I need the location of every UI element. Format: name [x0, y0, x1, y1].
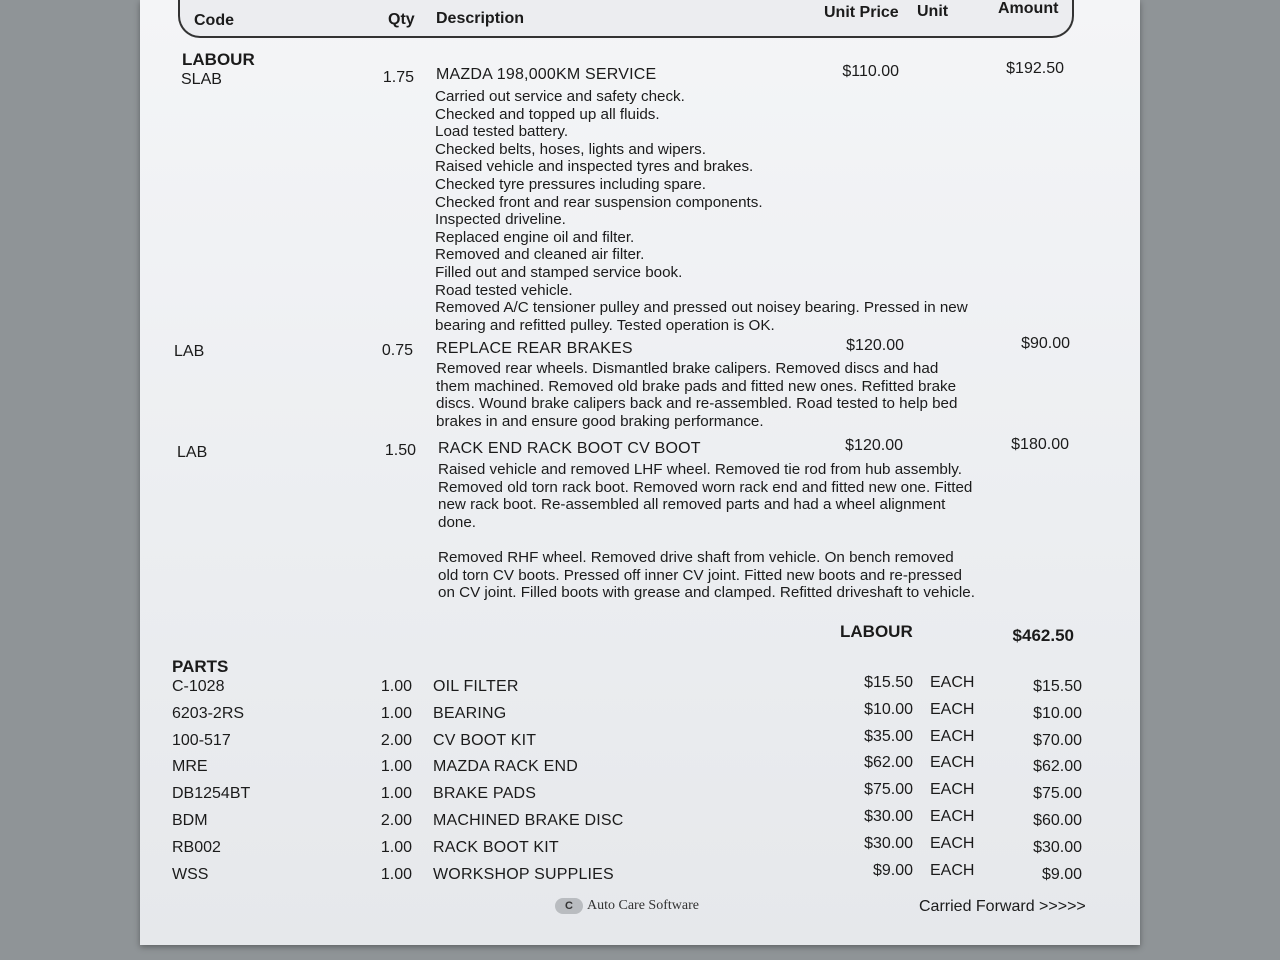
part-code: 100-517: [172, 731, 231, 749]
parts-heading: PARTS: [172, 657, 229, 676]
part-qty: 1.00: [380, 865, 412, 883]
part-row: [140, 754, 1140, 782]
part-unit: EACH: [930, 861, 975, 879]
part-unit-price: $30.00: [864, 834, 913, 852]
part-qty: 1.00: [380, 838, 412, 856]
part-description: BEARING: [433, 704, 507, 722]
header-qty: Qty: [388, 11, 415, 28]
part-row: [140, 700, 1140, 729]
part-amount: $60.00: [1033, 812, 1082, 829]
part-qty: 1.00: [380, 704, 412, 722]
part-unit: EACH: [930, 754, 975, 772]
part-row: [140, 674, 1140, 702]
header-unit-price: Unit Price: [824, 4, 899, 21]
part-unit: EACH: [930, 674, 975, 691]
part-unit-price: $9.00: [872, 861, 913, 879]
part-amount: $30.00: [1033, 838, 1082, 856]
part-description: BRAKE PADS: [433, 785, 537, 803]
part-amount: $62.00: [1033, 758, 1082, 776]
labour-code: SLAB: [181, 71, 222, 88]
part-amount: $10.00: [1033, 704, 1082, 722]
part-description: OIL FILTER: [433, 678, 519, 695]
part-qty: 1.00: [380, 785, 412, 803]
column-header-bar: [178, 0, 1074, 38]
labour-details: Raised vehicle and removed LHF wheel. Removed tie rod from hub assembly. Removed old torn rack boot. Removed worn rack end and fitted new one. Fitted new rack boot. Re-assembled all removed parts and had a wheel alignment done. Removed RHF wheel. Removed drive shaft from vehicle. On bench removed old torn CV boots. Pressed off inner CV joint. Fitted new boots and re-pressed on CV joint. Filled boots with grease and clamped. Refitted driveshaft to vehicle.: [438, 461, 975, 602]
part-unit-price: $35.00: [864, 727, 913, 745]
part-code: RB002: [172, 838, 221, 856]
labour-title: RACK END RACK BOOT CV BOOT: [438, 440, 701, 457]
labour-title: REPLACE REAR BRAKES: [436, 340, 633, 357]
part-row: [140, 808, 1140, 836]
part-qty: 2.00: [380, 731, 412, 749]
header-description: Description: [436, 10, 525, 27]
part-unit: EACH: [930, 727, 975, 745]
part-unit: EACH: [930, 781, 975, 799]
part-unit-price: $10.00: [864, 700, 913, 718]
labour-qty: 1.50: [384, 442, 416, 459]
carried-forward: Carried Forward >>>>>: [919, 898, 1086, 915]
labour-total-amount: $462.50: [1012, 626, 1074, 645]
part-unit-price: $30.00: [864, 808, 913, 825]
part-row: [140, 861, 1140, 890]
labour-total-label: LABOUR: [840, 622, 913, 641]
part-code: MRE: [172, 758, 208, 776]
part-description: WORKSHOP SUPPLIES: [433, 865, 614, 883]
part-description: CV BOOT KIT: [433, 731, 537, 749]
part-qty: 2.00: [380, 812, 412, 829]
part-description: MAZDA RACK END: [433, 758, 579, 776]
labour-heading: LABOUR: [182, 50, 255, 69]
part-code: WSS: [172, 865, 209, 883]
part-row: [140, 834, 1140, 863]
part-unit: EACH: [930, 700, 975, 718]
part-qty: 1.00: [380, 678, 412, 695]
part-code: C-1028: [172, 678, 225, 695]
part-amount: $75.00: [1033, 785, 1082, 803]
part-amount: $70.00: [1033, 731, 1082, 749]
invoice-page: [140, 0, 1140, 945]
labour-unit-price: $120.00: [845, 437, 903, 454]
labour-code: LAB: [177, 444, 208, 461]
part-unit: EACH: [930, 808, 975, 825]
labour-details: Removed rear wheels. Dismantled brake calipers. Removed discs and had them machined. Removed old brake pads and fitted new ones. Refitted brake discs. Wound brake calipers back and re-assembled. Road tested to help bed brakes in and ensure good braking performance.: [436, 360, 958, 430]
labour-qty: 0.75: [381, 342, 413, 359]
header-amount: Amount: [998, 0, 1059, 17]
part-code: DB1254BT: [172, 785, 251, 803]
header-unit: Unit: [917, 3, 949, 20]
header-code: Code: [194, 12, 234, 29]
part-unit-price: $75.00: [864, 781, 913, 799]
part-row: [140, 781, 1140, 809]
labour-details: Carried out service and safety check. Checked and topped up all fluids. Load tested battery. Checked belts, hoses, lights and wipers. Raised vehicle and inspected tyres and brakes. Checked tyre pressures including spare. Checked front and rear suspension components. Inspected driveline. Replaced engine oil and filter. Removed and cleaned air filter. Filled out and stamped service book. Road tested vehicle. Removed A/C tensioner pulley and pressed out noisey bearing. Pressed in new bearing and refitted pulley. Tested operation is OK.: [435, 88, 968, 334]
part-amount: $9.00: [1041, 865, 1082, 883]
labour-unit-price: $120.00: [846, 337, 904, 354]
part-qty: 1.00: [380, 758, 412, 776]
part-code: BDM: [172, 812, 208, 829]
part-unit-price: $15.50: [864, 674, 913, 691]
part-description: RACK BOOT KIT: [433, 838, 559, 856]
labour-code: LAB: [174, 343, 205, 360]
labour-amount: $180.00: [1011, 436, 1069, 453]
part-unit-price: $62.00: [864, 754, 913, 772]
part-unit: EACH: [930, 834, 975, 852]
software-name: Auto Care Software: [587, 898, 699, 913]
part-description: MACHINED BRAKE DISC: [433, 812, 624, 829]
labour-unit-price: $110.00: [842, 63, 899, 80]
software-logo: [555, 898, 699, 914]
labour-qty: 1.75: [382, 69, 414, 86]
labour-amount: $90.00: [1021, 335, 1070, 352]
part-code: 6203-2RS: [172, 704, 245, 722]
part-row: [140, 727, 1140, 756]
part-amount: $15.50: [1033, 678, 1082, 695]
labour-title: MAZDA 198,000KM SERVICE: [436, 66, 657, 83]
labour-amount: $192.50: [1006, 60, 1064, 77]
logo-badge-icon: C: [555, 898, 583, 914]
